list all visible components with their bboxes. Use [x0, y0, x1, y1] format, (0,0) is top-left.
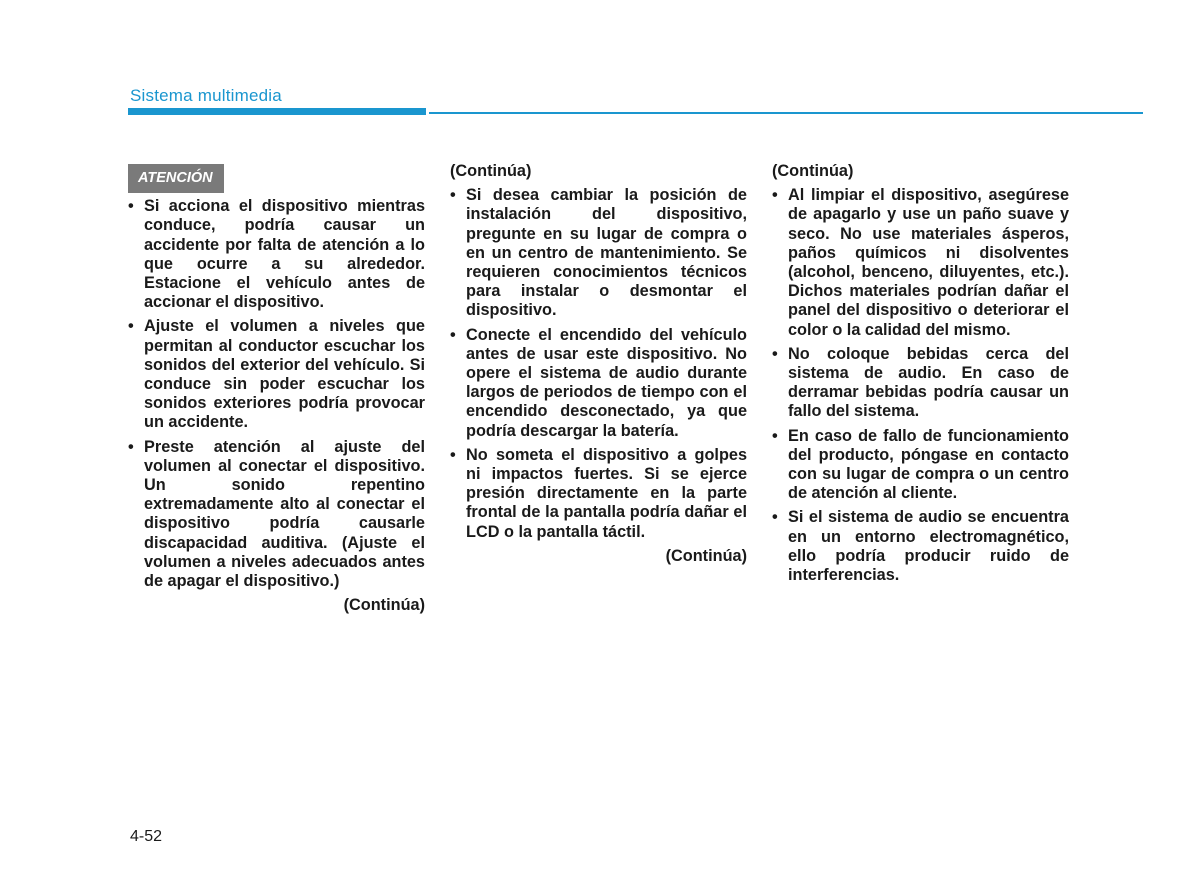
- text-column-3: [772, 160, 1069, 590]
- list-item: • No someta el dispositivo a golpes ni impactos fuertes. Si se ejerce presión directamente en la parte frontal de la pantalla podría dañar el LCD o la pantalla táctil.: [450, 446, 747, 542]
- page-number: 4-52: [130, 828, 163, 845]
- continues-label: (Continúa): [343, 596, 425, 615]
- text-column-2: [450, 160, 747, 566]
- list-item: • Si el sistema de audio se encuentra en un entorno electromagnético, ello podría producir ruido de interferencias.: [772, 508, 1069, 585]
- bullet-list: [772, 186, 1069, 585]
- list-item: • Conecte el encendido del vehículo antes de usar este dispositivo. No opere el sistema de audio durante largos de periodos de tiempo con el encendido desconectado, ya que podría descargar la batería.: [450, 326, 747, 441]
- list-item: • En caso de fallo de funcionamiento del producto, póngase en contacto con su lugar de compra o un centro de atención al cliente.: [772, 427, 1069, 504]
- attention-badge: ATENCIÓN: [128, 164, 224, 193]
- text-column-1: [128, 160, 425, 615]
- continues-label: (Continúa): [665, 546, 747, 565]
- list-item: • Preste atención al ajuste del volumen al conectar el dispositivo. Un sonido repentino extremadamente alto al conectar el dispositivo podría causarle discapacidad auditiva. (Ajuste el volumen a niveles adecuados antes de apagar el dispositivo.): [128, 438, 425, 592]
- bullet-list: [128, 197, 425, 591]
- header-rule-thin: [429, 112, 1143, 114]
- continued-label: (Continúa): [772, 162, 854, 180]
- list-item: • No coloque bebidas cerca del sistema de audio. En caso de derramar bebidas podría causar un fallo del sistema.: [772, 345, 1069, 422]
- list-item: • Si desea cambiar la posición de instalación del dispositivo, pregunte en su lugar de compra o en un centro de mantenimiento. Se requieren conocimientos técnicos para instalar o desmontar el dispositivo.: [450, 186, 747, 320]
- list-item: • Si acciona el dispositivo mientras conduce, podría causar un accidente por falta de atención a lo que ocurre a su alrededor. Estacione el vehículo antes de accionar el dispositivo.: [128, 197, 425, 312]
- continued-label: (Continúa): [450, 162, 532, 180]
- bullet-list: [450, 186, 747, 542]
- header-rule-thick: [128, 108, 426, 115]
- list-item: • Ajuste el volumen a niveles que permitan al conductor escuchar los sonidos del exterior del vehículo. Si conduce sin poder escuchar los sonidos exteriores podría provocar un accidente.: [128, 317, 425, 432]
- list-item: • Al limpiar el dispositivo, asegúrese de apagarlo y use un paño suave y seco. No use materiales ásperos, paños químicos ni disolventes (alcohol, benceno, diluyentes, etc.). Dichos materiales podrían dañar el panel del dispositivo o deteriorar el color o la calidad del mismo.: [772, 186, 1069, 340]
- section-title: Sistema multimedia: [130, 86, 282, 105]
